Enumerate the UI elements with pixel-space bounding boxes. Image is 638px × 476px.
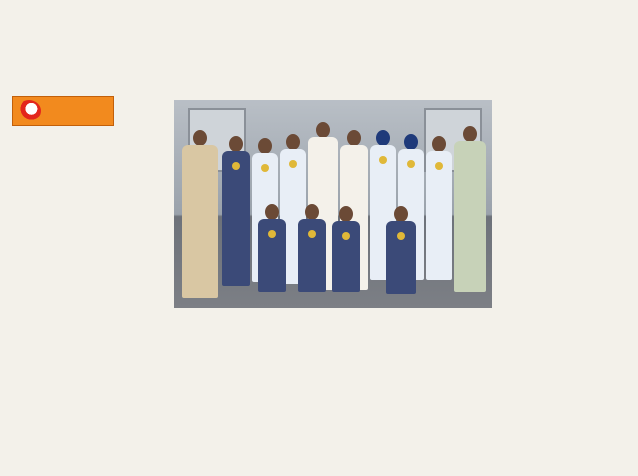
article-column-bottom-1: [176, 316, 326, 472]
photo-person: [258, 204, 286, 292]
headline: [10, 6, 628, 88]
photo-person: [386, 206, 416, 294]
group-photo: [174, 100, 492, 308]
photo-person: [426, 136, 452, 280]
photo-person: [298, 204, 326, 292]
photo-person: [332, 206, 360, 292]
newspaper-logo: [12, 96, 114, 126]
article-column-bottom-2: [334, 316, 490, 472]
photo-person: [222, 136, 250, 286]
newspaper-masthead: [12, 96, 160, 142]
photo-person: [454, 126, 486, 292]
swirl-logo-icon: [17, 100, 41, 122]
article-column-right: [498, 98, 632, 472]
article-column-left: [12, 146, 164, 472]
photo-person: [182, 130, 218, 298]
